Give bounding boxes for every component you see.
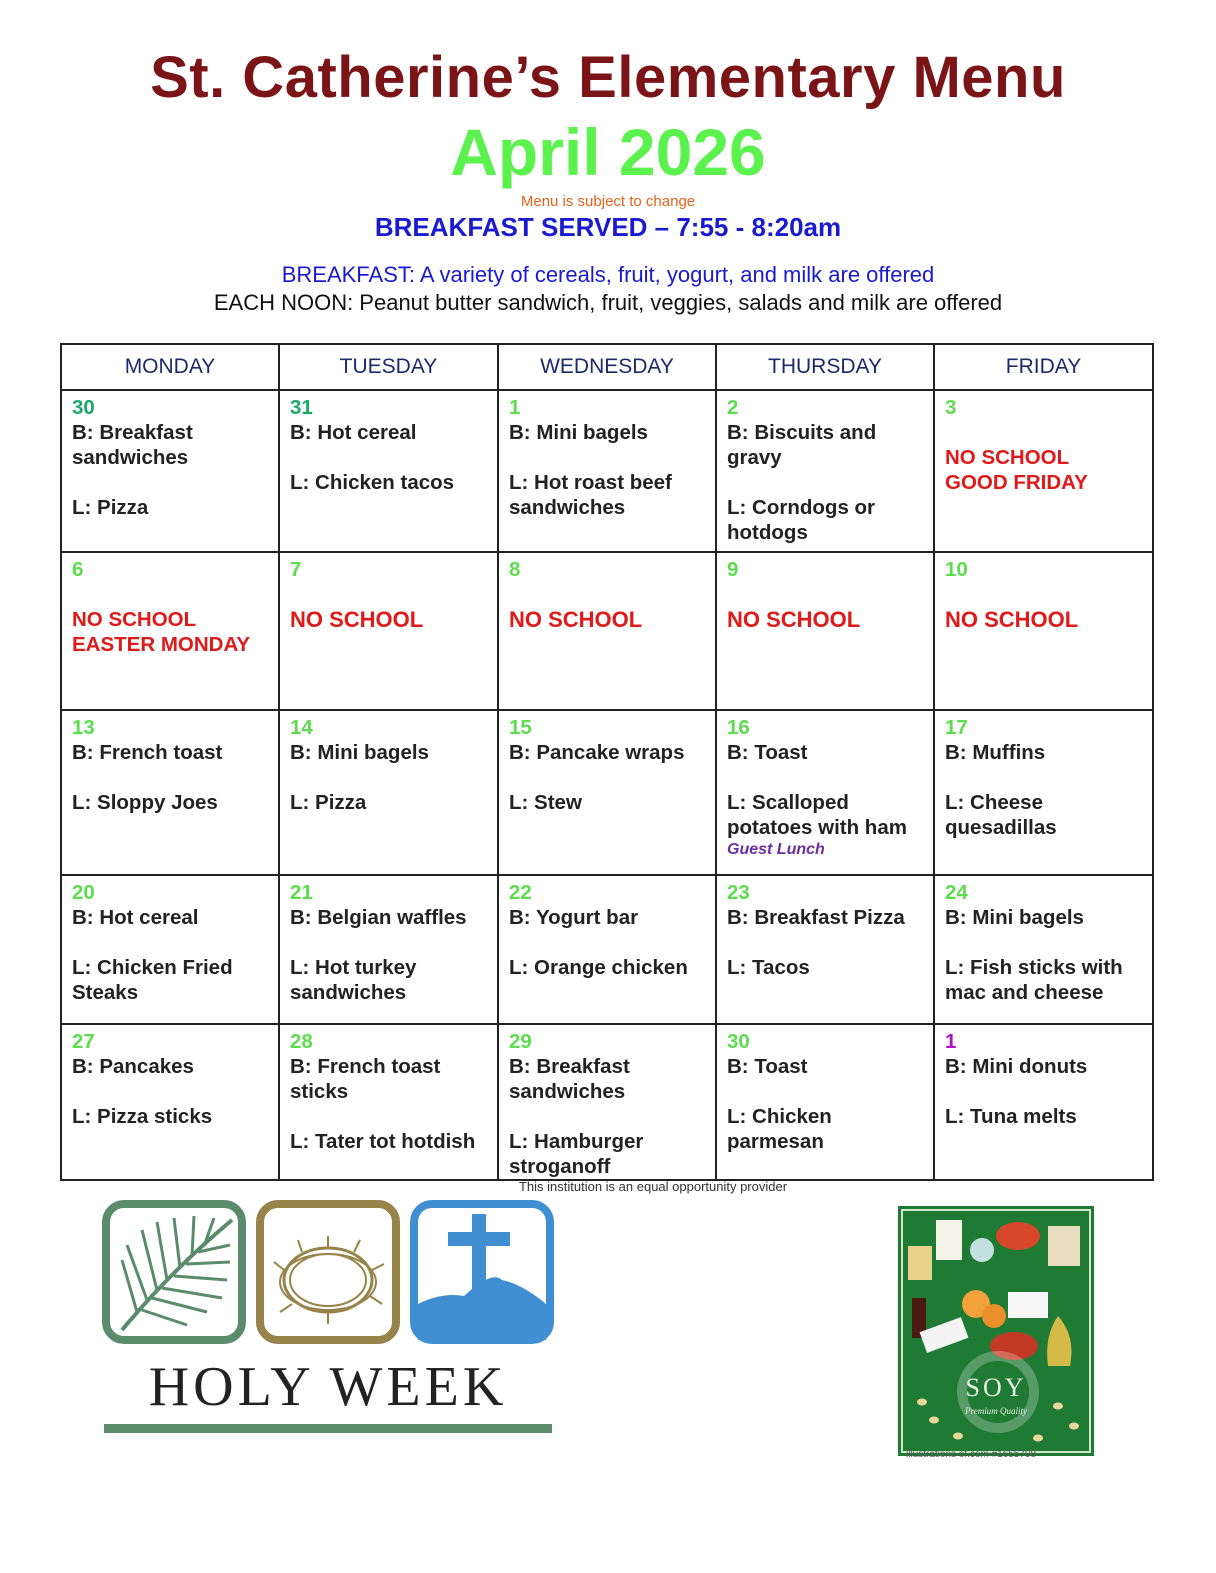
guest-lunch-note: Guest Lunch (727, 841, 825, 858)
breakfast-item: B: Pancake wraps (509, 741, 685, 764)
palm-leaf-icon (106, 1204, 242, 1340)
day-cell (716, 390, 934, 552)
day-cell (934, 552, 1153, 710)
weekday-header-row (61, 344, 1153, 390)
week-row (61, 552, 1153, 710)
date-number: 23 (727, 881, 750, 904)
day-cell (716, 710, 934, 875)
lunch-item: L: Cheese quesadillas (945, 791, 1057, 839)
day-cell (61, 710, 279, 875)
day-cell (61, 875, 279, 1024)
day-header-friday: FRIDAY (934, 344, 1153, 390)
no-school-notice: NO SCHOOL (727, 607, 861, 632)
holy-week-logo (102, 1200, 554, 1438)
day-cell (279, 390, 498, 552)
breakfast-item: B: Breakfast Pizza (727, 906, 905, 929)
breakfast-item: B: Mini bagels (290, 741, 429, 764)
breakfast-offer-line: BREAKFAST: A variety of cereals, fruit, yogurt, and milk are offered (281, 262, 935, 287)
day-header-wednesday: WEDNESDAY (498, 344, 716, 390)
lunch-item: L: Scalloped potatoes with ham (727, 791, 907, 839)
subject-to-change-note: Menu is subject to change (520, 193, 696, 210)
breakfast-item: B: Toast (727, 741, 808, 764)
day-cell (498, 875, 716, 1024)
date-number: 30 (72, 396, 95, 419)
date-number: 14 (290, 716, 313, 739)
lunch-item: L: Orange chicken (509, 956, 688, 979)
day-cell (934, 1024, 1153, 1180)
breakfast-item: B: Hot cereal (72, 906, 199, 929)
week-row (61, 710, 1153, 875)
lunch-item: L: Chicken tacos (290, 471, 455, 494)
week-row (61, 390, 1153, 552)
date-number: 7 (290, 558, 302, 581)
day-cell (61, 1024, 279, 1180)
date-number: 28 (290, 1030, 313, 1053)
lunch-item: L: Chicken Fried Steaks (72, 956, 233, 1004)
holy-week-text: HOLY WEEK (148, 1356, 508, 1418)
date-number: 17 (945, 716, 968, 739)
breakfast-item: B: French toast sticks (290, 1055, 441, 1103)
lunch-item: L: Tuna melts (945, 1105, 1077, 1128)
date-number: 10 (945, 558, 968, 581)
no-school-notice: NO SCHOOL (290, 607, 424, 632)
soy-subtitle: Premium Quality (965, 1406, 1027, 1416)
no-school-notice: NO SCHOOL (945, 446, 1070, 469)
lunch-item: L: Pizza sticks (72, 1105, 213, 1128)
lunch-item: L: Stew (509, 791, 582, 814)
lunch-item: L: Fish sticks with mac and cheese (945, 956, 1123, 1004)
lunch-item: L: Pizza (290, 791, 367, 814)
breakfast-item: B: Breakfast sandwiches (72, 421, 193, 469)
breakfast-item: B: Biscuits and gravy (727, 421, 877, 469)
noon-offer-line: EACH NOON: Peanut butter sandwich, fruit, veggies, salads and milk are offered (213, 290, 1003, 315)
date-number: 21 (290, 881, 313, 904)
date-number: 20 (72, 881, 95, 904)
day-cell (279, 710, 498, 875)
breakfast-item: B: Breakfast sandwiches (509, 1055, 630, 1103)
breakfast-item: B: Muffins (945, 741, 1046, 764)
illustration-credit: illustrations of.com #1655798 (906, 1449, 1037, 1460)
date-number: 8 (509, 558, 521, 581)
day-cell (934, 875, 1153, 1024)
day-cell (934, 390, 1153, 552)
lunch-item: L: Chicken parmesan (727, 1105, 832, 1153)
date-number: 15 (509, 716, 532, 739)
day-cell (716, 552, 934, 710)
day-cell (61, 390, 279, 552)
date-number: 1 (945, 1030, 957, 1053)
week-row (61, 875, 1153, 1024)
day-cell (716, 1024, 934, 1180)
holiday-name: GOOD FRIDAY (945, 471, 1088, 494)
date-number: 13 (72, 716, 95, 739)
date-number: 30 (727, 1030, 750, 1053)
breakfast-item: B: Pancakes (72, 1055, 194, 1078)
day-cell (498, 1024, 716, 1180)
day-header-thursday: THURSDAY (716, 344, 934, 390)
week-row (61, 1024, 1153, 1180)
day-header-tuesday: TUESDAY (279, 344, 498, 390)
day-cell (716, 875, 934, 1024)
day-cell (279, 1024, 498, 1180)
soy-food-illustration (898, 1206, 1094, 1462)
cross-icon (414, 1204, 550, 1340)
date-number: 31 (290, 396, 313, 419)
date-number: 9 (727, 558, 739, 581)
day-cell (279, 875, 498, 1024)
date-number: 2 (727, 396, 739, 419)
date-number: 22 (509, 881, 532, 904)
day-cell (934, 710, 1153, 875)
day-cell (61, 552, 279, 710)
date-number: 3 (945, 396, 957, 419)
menu-calendar (60, 343, 1154, 1181)
date-number: 1 (509, 396, 521, 419)
soy-label: SOY (965, 1373, 1027, 1402)
lunch-item: L: Tacos (727, 956, 810, 979)
breakfast-item: B: Mini donuts (945, 1055, 1088, 1078)
date-number: 16 (727, 716, 750, 739)
holiday-name: EASTER MONDAY (72, 633, 251, 656)
menu-title: St. Catherine’s Elementary Menu (150, 45, 1066, 110)
lunch-item: L: Pizza (72, 496, 149, 519)
lunch-item: L: Sloppy Joes (72, 791, 218, 814)
equal-opportunity-statement: This institution is an equal opportunity provider (518, 1179, 788, 1194)
no-school-notice: NO SCHOOL (509, 607, 643, 632)
breakfast-item: B: Mini bagels (945, 906, 1084, 929)
breakfast-item: B: Hot cereal (290, 421, 417, 444)
breakfast-served-time: BREAKFAST SERVED – 7:55 - 8:20am (374, 212, 842, 242)
day-cell (498, 390, 716, 552)
day-cell (279, 552, 498, 710)
breakfast-item: B: French toast (72, 741, 223, 764)
day-cell (498, 552, 716, 710)
no-school-notice: NO SCHOOL (945, 607, 1079, 632)
crown-of-thorns-icon (260, 1204, 396, 1340)
lunch-item: L: Tater tot hotdish (290, 1130, 476, 1153)
breakfast-item: B: Mini bagels (509, 421, 648, 444)
day-cell (498, 710, 716, 875)
day-header-monday: MONDAY (61, 344, 279, 390)
date-number: 6 (72, 558, 84, 581)
date-number: 24 (945, 881, 968, 904)
date-number: 29 (509, 1030, 532, 1053)
breakfast-item: B: Belgian waffles (290, 906, 467, 929)
month-heading: April 2026 (450, 115, 766, 189)
breakfast-item: B: Yogurt bar (509, 906, 639, 929)
lunch-item: L: Corndogs or hotdogs (727, 496, 876, 544)
lunch-item: L: Hamburger stroganoff (509, 1130, 644, 1178)
lunch-item: L: Hot roast beef sandwiches (509, 471, 672, 519)
no-school-notice: NO SCHOOL (72, 608, 197, 631)
breakfast-item: B: Toast (727, 1055, 808, 1078)
lunch-item: L: Hot turkey sandwiches (290, 956, 417, 1004)
date-number: 27 (72, 1030, 95, 1053)
